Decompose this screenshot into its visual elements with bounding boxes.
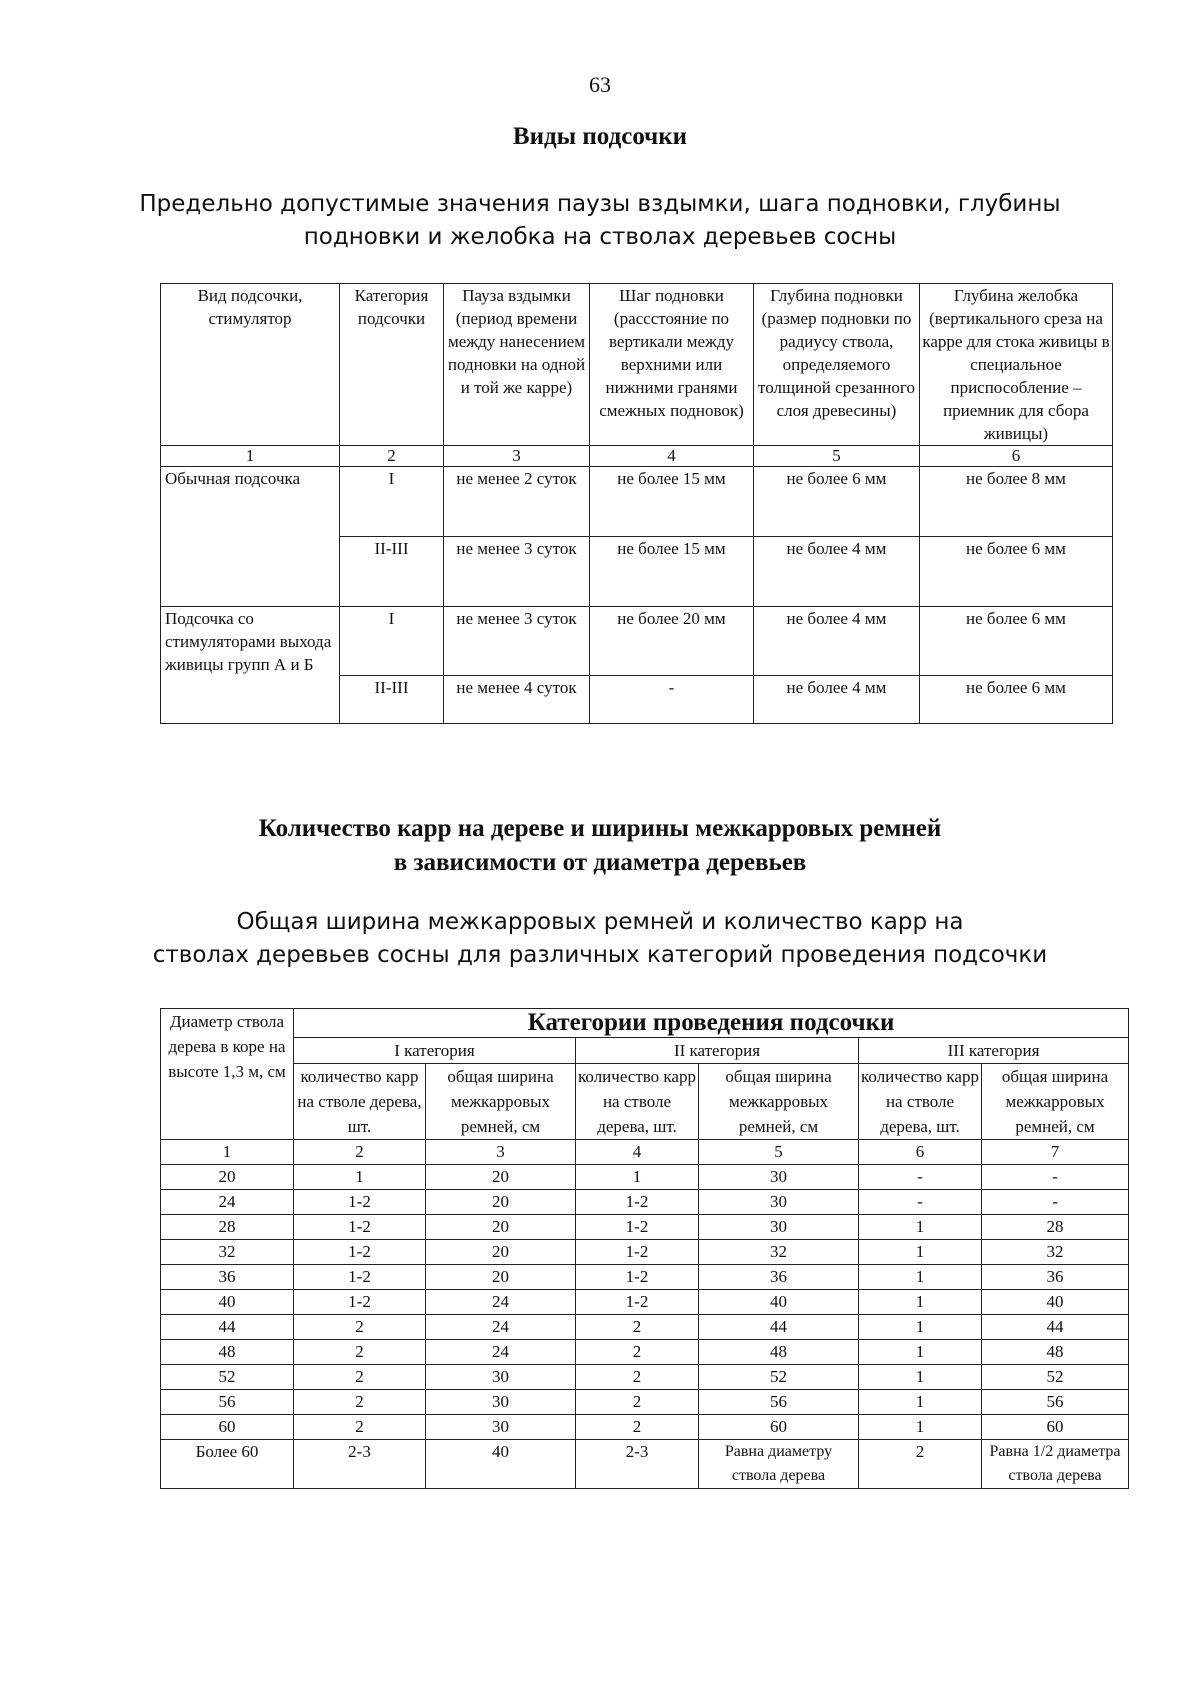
table-cell: 40	[699, 1290, 859, 1315]
table-cell: 28	[161, 1215, 294, 1240]
pause-cell: не менее 2 суток	[444, 467, 590, 537]
header-category-2: II категория	[576, 1038, 859, 1064]
table-cell: 2-3	[576, 1440, 699, 1489]
category-cell: I	[340, 467, 444, 537]
page-number: 63	[589, 72, 611, 97]
header-belt-width: общая ширина межкарровых ремней, см	[426, 1064, 576, 1140]
col-number: 5	[754, 446, 920, 467]
section1-subtitle-line: подновки и желобка на стволах деревьев сосны	[303, 224, 897, 250]
table-cell: 36	[982, 1265, 1129, 1290]
table-row	[161, 1440, 1129, 1489]
depth-cell: не более 4 мм	[754, 607, 920, 676]
table-cell: 30	[426, 1390, 576, 1415]
table-cell: 40	[426, 1440, 576, 1489]
depth-cell: не более 6 мм	[754, 467, 920, 537]
table-cell: 30	[426, 1415, 576, 1440]
table-row	[161, 1365, 1129, 1390]
groove-cell: не более 8 мм	[920, 467, 1113, 537]
table-row	[161, 1290, 1129, 1315]
tapping-type-cell: Обычная подсочка	[161, 467, 340, 607]
table-cell: 30	[426, 1365, 576, 1390]
section2-subtitle	[0, 906, 1200, 972]
column-number-row	[161, 446, 1113, 467]
table-cell: 2	[576, 1315, 699, 1340]
table-cell: 30	[699, 1190, 859, 1215]
header-belt-width: общая ширина межкарровых ремней, см	[982, 1064, 1129, 1140]
table-row	[161, 1215, 1129, 1240]
table-cell: 28	[982, 1215, 1129, 1240]
col-number: 4	[590, 446, 754, 467]
table-cell: 1-2	[294, 1240, 426, 1265]
col-number: 3	[426, 1140, 576, 1165]
table-cell: 1	[576, 1165, 699, 1190]
col-number: 6	[859, 1140, 982, 1165]
table-cell: 1	[294, 1165, 426, 1190]
section1-title: Виды подсочки	[512, 123, 688, 150]
table-cell: 1-2	[294, 1190, 426, 1215]
header-cut-count: количество карр на стволе дерева, шт.	[859, 1064, 982, 1140]
table-cell: 1-2	[576, 1240, 699, 1265]
section2-title-line: Количество карр на дереве и ширины межкарровых ремней	[258, 815, 942, 842]
table-cell: Равна диаметру ствола дерева	[699, 1440, 859, 1489]
step-cell: не более 20 мм	[590, 607, 754, 676]
col-number: 5	[699, 1140, 859, 1165]
header-category-3: III категория	[859, 1038, 1129, 1064]
table-cell: 20	[426, 1265, 576, 1290]
table-cell: 1	[859, 1315, 982, 1340]
depth-cell: не более 4 мм	[754, 537, 920, 607]
section2-subtitle-line: стволах деревьев сосны для различных категорий проведения подсочки	[152, 942, 1048, 968]
table-cell: -	[982, 1165, 1129, 1190]
table-cell: -	[859, 1165, 982, 1190]
table-cell: 44	[161, 1315, 294, 1340]
table-cell: 1	[859, 1265, 982, 1290]
header-groove: Глубина желобка (вертикального среза на карре для стока живицы в специальное приспособление – приемник для сбора живицы)	[920, 284, 1113, 446]
col-number: 1	[161, 1140, 294, 1165]
table-header-row	[161, 1064, 1129, 1140]
pause-cell: не менее 3 суток	[444, 537, 590, 607]
table-cell: 20	[161, 1165, 294, 1190]
groove-cell: не более 6 мм	[920, 607, 1113, 676]
table-cell: 1	[859, 1290, 982, 1315]
table-header-row	[161, 1038, 1129, 1064]
table-cell: 48	[982, 1340, 1129, 1365]
col-number: 4	[576, 1140, 699, 1165]
table-cell: 2	[294, 1340, 426, 1365]
table-row	[161, 1165, 1129, 1190]
table-cell: 2	[576, 1390, 699, 1415]
step-cell: не более 15 мм	[590, 467, 754, 537]
col-number: 6	[920, 446, 1113, 467]
table-cell: 2-3	[294, 1440, 426, 1489]
table-cell: 60	[699, 1415, 859, 1440]
pause-cell: не менее 4 суток	[444, 676, 590, 724]
table-cell: 20	[426, 1240, 576, 1265]
table-cell: 1-2	[576, 1215, 699, 1240]
step-cell: -	[590, 676, 754, 724]
header-tapping-type: Вид подсочки, стимулятор	[161, 284, 340, 446]
table-row	[161, 607, 1113, 676]
col-number: 2	[294, 1140, 426, 1165]
table-cell: 60	[161, 1415, 294, 1440]
table-cell: 1	[859, 1390, 982, 1415]
table-row	[161, 467, 1113, 537]
table-cell: 56	[699, 1390, 859, 1415]
table-cell: 52	[982, 1365, 1129, 1390]
table-cell: 52	[699, 1365, 859, 1390]
table-cell: 2	[576, 1415, 699, 1440]
header-belt-width: общая ширина межкарровых ремней, см	[699, 1064, 859, 1140]
groove-cell: не более 6 мм	[920, 537, 1113, 607]
section1-subtitle	[0, 188, 1200, 254]
table-row	[161, 1390, 1129, 1415]
table-cell: 44	[699, 1315, 859, 1340]
table-cell: 20	[426, 1190, 576, 1215]
step-cell: не более 15 мм	[590, 537, 754, 607]
table-cell: 48	[699, 1340, 859, 1365]
table-cell: 1	[859, 1340, 982, 1365]
groove-cell: не более 6 мм	[920, 676, 1113, 724]
table-cell: 36	[161, 1265, 294, 1290]
table-cell: 1-2	[576, 1265, 699, 1290]
table-cell: 1	[859, 1365, 982, 1390]
table-cell: 2	[576, 1340, 699, 1365]
table-cell: 2	[859, 1440, 982, 1489]
table-cell: 48	[161, 1340, 294, 1365]
header-cut-count: количество карр на стволе дерева, шт.	[576, 1064, 699, 1140]
header-diameter: Диаметр ствола дерева в коре на высоте 1,3 м, см	[161, 1009, 294, 1140]
category-cell: II-III	[340, 676, 444, 724]
table-cell: 2	[294, 1315, 426, 1340]
table-cell: -	[982, 1190, 1129, 1215]
table-cell: 20	[426, 1165, 576, 1190]
table-cell: 1	[859, 1215, 982, 1240]
table-cell: 1-2	[576, 1190, 699, 1215]
table-row	[161, 1190, 1129, 1215]
header-pause: Пауза вздымки (период времени между нанесением подновки на одной и той же карре)	[444, 284, 590, 446]
table-cell: Более 60	[161, 1440, 294, 1489]
section2-title	[0, 812, 1200, 880]
table-header-row	[161, 1009, 1129, 1038]
header-category-1: I категория	[294, 1038, 576, 1064]
col-number: 3	[444, 446, 590, 467]
table-cell: 52	[161, 1365, 294, 1390]
table-cell: Равна 1/2 диаметра ствола дерева	[982, 1440, 1129, 1489]
table-cell: 30	[699, 1215, 859, 1240]
table-cell: 1-2	[294, 1290, 426, 1315]
table-cell: 60	[982, 1415, 1129, 1440]
table-cell: 1-2	[576, 1290, 699, 1315]
table-cell: 2	[294, 1365, 426, 1390]
table-cell: 1	[859, 1415, 982, 1440]
table-cell: 24	[161, 1190, 294, 1215]
table-cell: 20	[426, 1215, 576, 1240]
table-cell: 56	[161, 1390, 294, 1415]
tapping-type-cell: Подсочка со стимуляторами выхода живицы групп А и Б	[161, 607, 340, 724]
table-row	[161, 1265, 1129, 1290]
table-cell: 44	[982, 1315, 1129, 1340]
table-cell: 1-2	[294, 1265, 426, 1290]
table-cell: 24	[426, 1315, 576, 1340]
table-row	[161, 1240, 1129, 1265]
table-cell: 1	[859, 1240, 982, 1265]
cuts-per-tree-table	[160, 1008, 1129, 1489]
section1-subtitle-line: Предельно допустимые значения паузы вздымки, шага подновки, глубины	[139, 191, 1061, 217]
table-cell: 32	[699, 1240, 859, 1265]
header-depth: Глубина подновки (размер подновки по радиусу ствола, определяемого толщиной срезанного слоя древесины)	[754, 284, 920, 446]
table-cell: 2	[294, 1390, 426, 1415]
table-cell: 56	[982, 1390, 1129, 1415]
table-header-row	[161, 284, 1113, 446]
table-row	[161, 1340, 1129, 1365]
table-row	[161, 1315, 1129, 1340]
header-categories-title: Категории проведения подсочки	[294, 1009, 1129, 1038]
section2-subtitle-line: Общая ширина межкарровых ремней и количество карр на	[236, 909, 964, 935]
table-cell: -	[859, 1190, 982, 1215]
pause-cell: не менее 3 суток	[444, 607, 590, 676]
category-cell: II-III	[340, 537, 444, 607]
table-cell: 36	[699, 1265, 859, 1290]
table-cell: 40	[161, 1290, 294, 1315]
table-row	[161, 1415, 1129, 1440]
tapping-limits-table	[160, 283, 1113, 724]
column-number-row	[161, 1140, 1129, 1165]
table-cell: 24	[426, 1340, 576, 1365]
table-cell: 32	[161, 1240, 294, 1265]
col-number: 1	[161, 446, 340, 467]
table-cell: 30	[699, 1165, 859, 1190]
table-cell: 32	[982, 1240, 1129, 1265]
depth-cell: не более 4 мм	[754, 676, 920, 724]
category-cell: I	[340, 607, 444, 676]
section2-title-line: в зависимости от диаметра деревьев	[393, 849, 807, 876]
table-cell: 24	[426, 1290, 576, 1315]
header-cut-count: количество карр на стволе дерева, шт.	[294, 1064, 426, 1140]
col-number: 7	[982, 1140, 1129, 1165]
table-cell: 2	[576, 1365, 699, 1390]
table-cell: 40	[982, 1290, 1129, 1315]
header-category: Категория подсочки	[340, 284, 444, 446]
col-number: 2	[340, 446, 444, 467]
table-cell: 2	[294, 1415, 426, 1440]
table-cell: 1-2	[294, 1215, 426, 1240]
header-step: Шаг подновки (рассстояние по вертикали между верхними или нижними гранями смежных подновок)	[590, 284, 754, 446]
